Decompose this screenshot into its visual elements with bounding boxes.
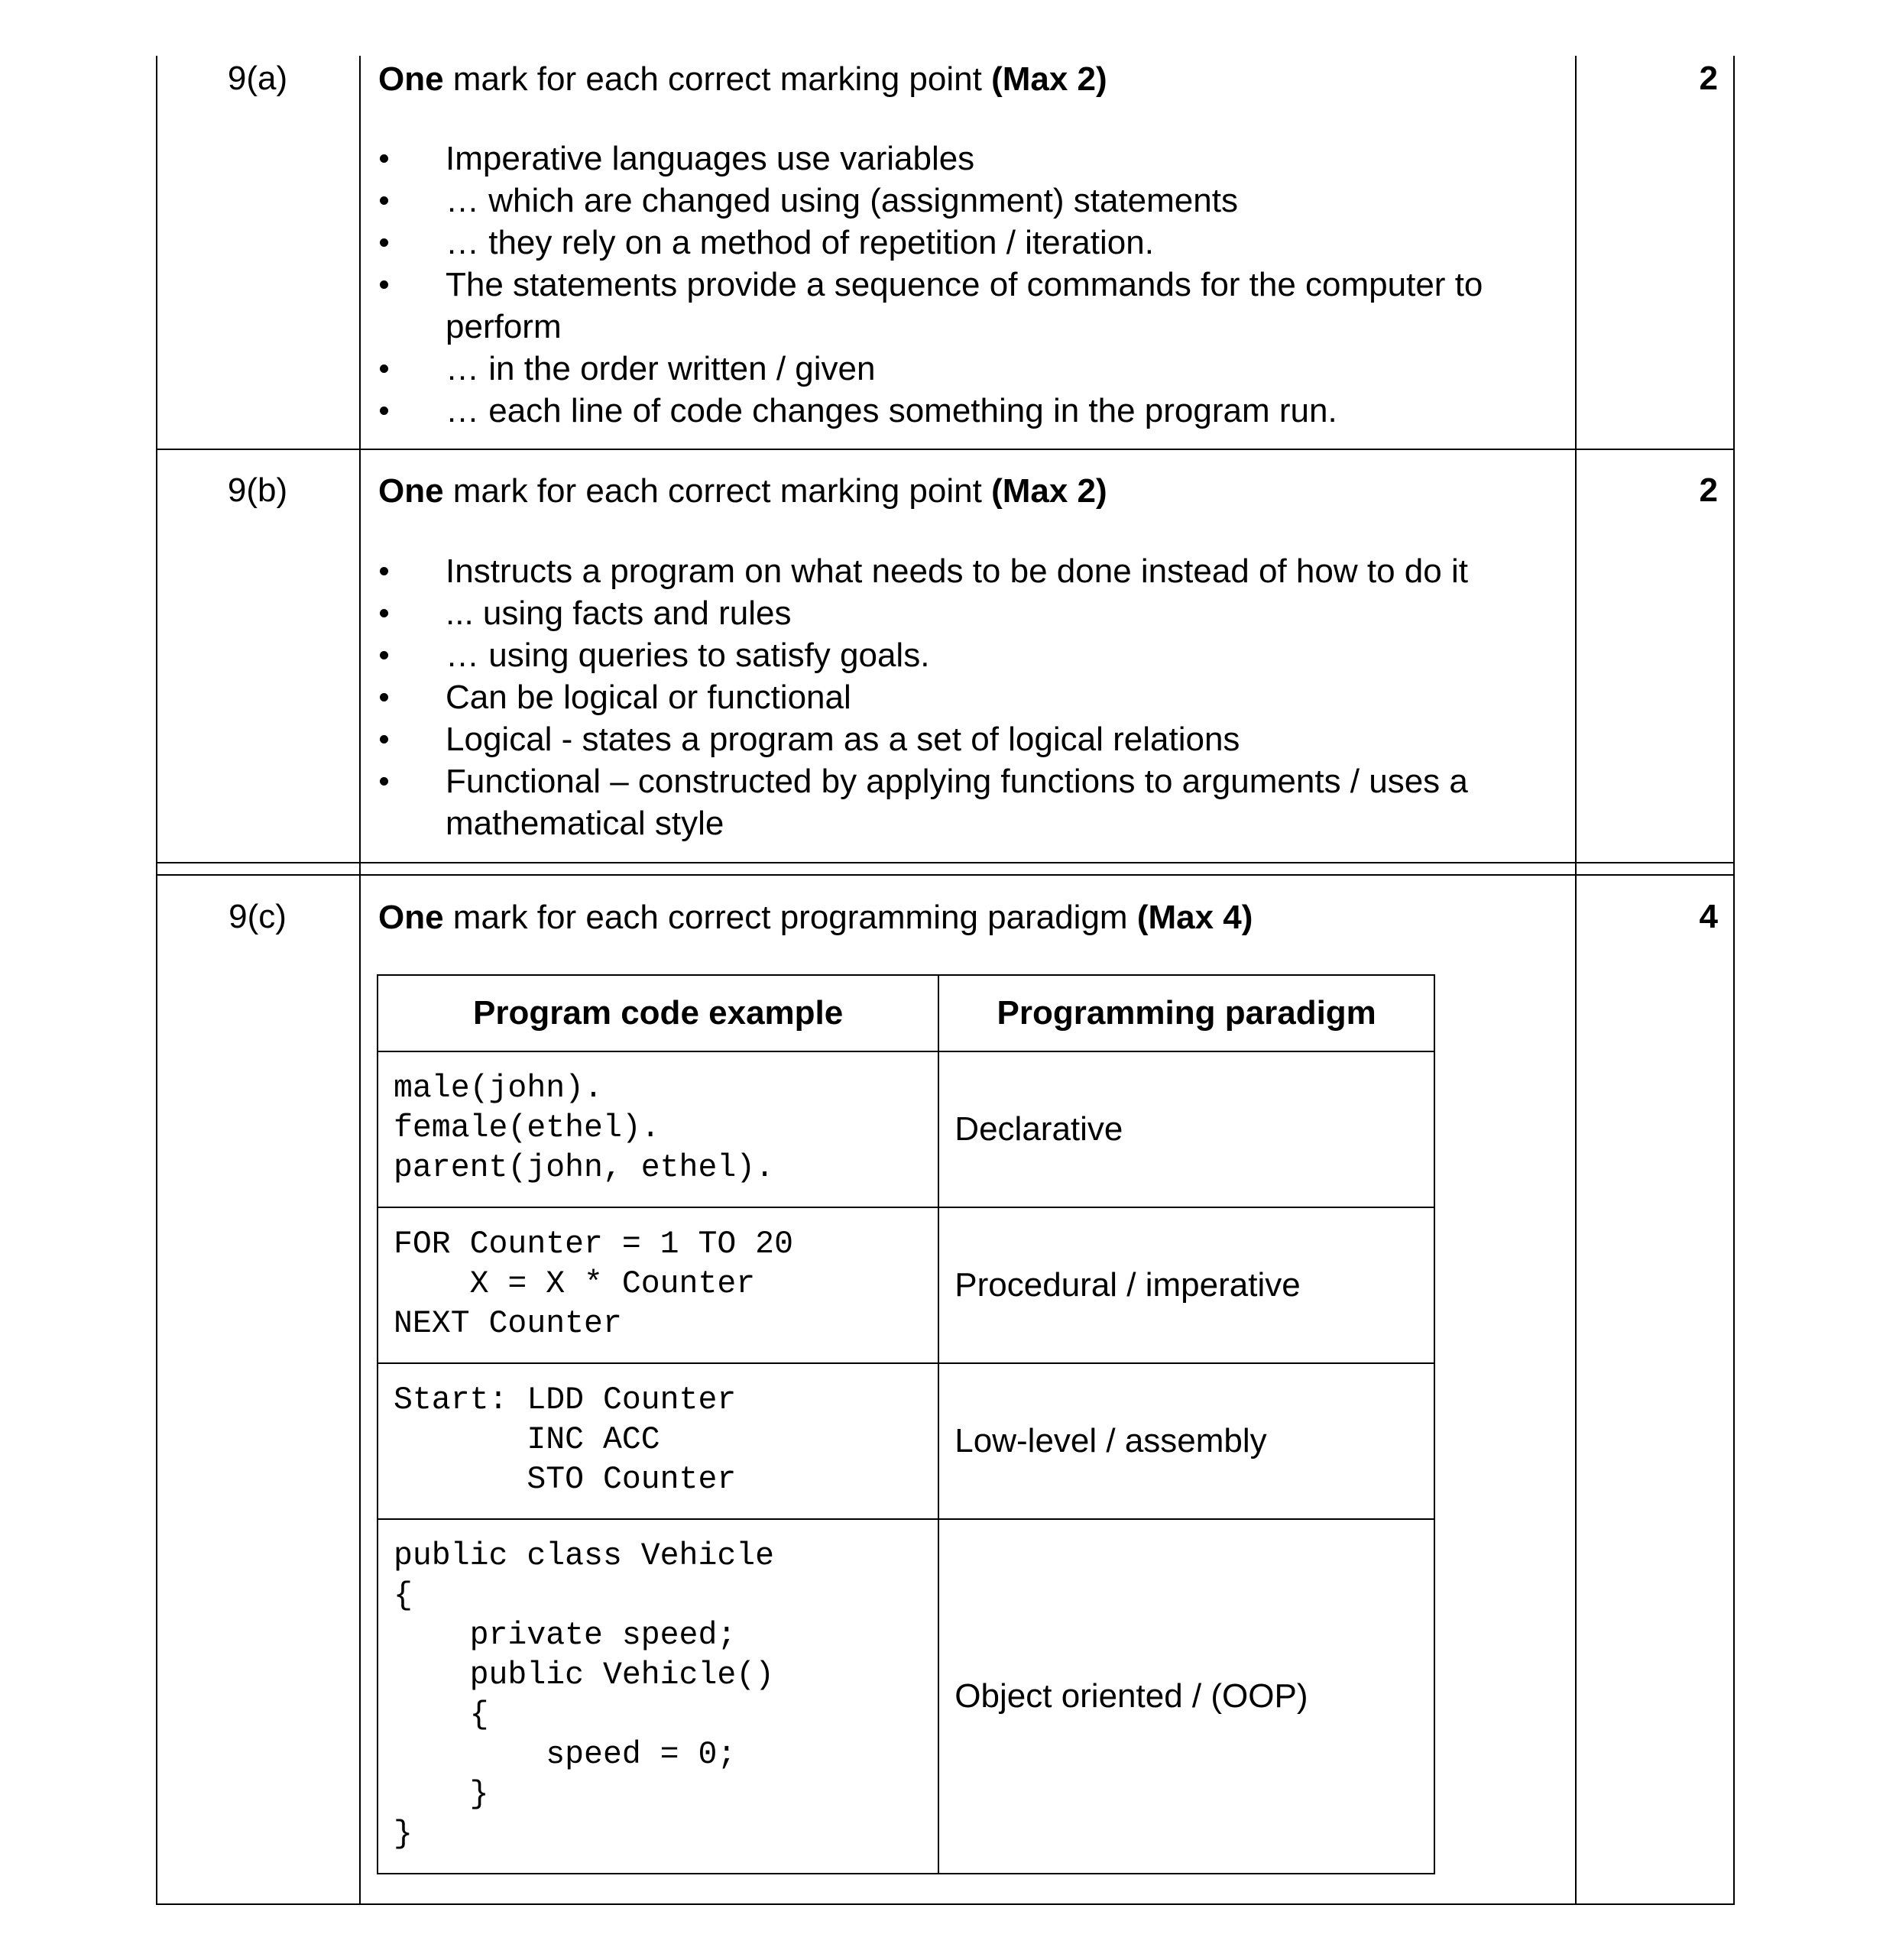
marking-point: … they rely on a method of repetition / iteration. [378, 222, 1563, 264]
guidance-max: (Max 2) [991, 60, 1107, 98]
marking-point: Logical - states a program as a set of logical relations [378, 718, 1563, 760]
marking-point: … which are changed using (assignment) statements [378, 180, 1563, 222]
marking-point: Instructs a program on what needs to be done instead of how to do it [378, 550, 1563, 592]
row-divider-b-c-bottom [156, 874, 1735, 876]
guidance-max: (Max 2) [991, 472, 1107, 510]
header-code-example: Program code example [378, 975, 938, 1051]
code-example-cell: FOR Counter = 1 TO 20 X = X * Counter NEXT Counter [378, 1207, 938, 1363]
table-row [378, 1207, 1434, 1363]
guidance-text: mark for each correct marking point [443, 60, 992, 98]
paradigm-example-table [377, 974, 1435, 1874]
guidance-text: mark for each correct marking point [443, 472, 992, 510]
question-number-9a: 9(a) [227, 60, 288, 97]
question-number-9c: 9(c) [228, 898, 287, 935]
marks-9c: 4 [1699, 898, 1718, 935]
table-row [378, 1051, 1434, 1207]
marking-point: The statements provide a sequence of commands for the computer to perform [378, 264, 1563, 348]
guidance-9c [378, 898, 1253, 938]
table-header-row [378, 975, 1434, 1051]
question-number-9b: 9(b) [227, 471, 288, 509]
frame-col-divider-2 [1575, 56, 1577, 1905]
paradigm-cell: Procedural / imperative [938, 1207, 1434, 1363]
table-row [378, 1363, 1434, 1519]
marking-point: Imperative languages use variables [378, 138, 1563, 180]
code-example-cell: Start: LDD Counter INC ACC STO Counter [378, 1363, 938, 1519]
code-example-cell: male(john). female(ethel). parent(john, ethel). [378, 1051, 938, 1207]
paradigm-cell: Low-level / assembly [938, 1363, 1434, 1519]
guidance-text: mark for each correct programming paradigm [443, 899, 1137, 936]
marking-point: ... using facts and rules [378, 592, 1563, 634]
frame-left-border [156, 56, 157, 1905]
row-divider-a-b [156, 449, 1735, 450]
paradigm-cell: Declarative [938, 1051, 1434, 1207]
guidance-lead: One [378, 899, 444, 936]
marking-point: Functional – constructed by applying functions to arguments / uses a mathematical style [378, 760, 1563, 844]
paradigm-cell: Object oriented / (OOP) [938, 1519, 1434, 1874]
marks-9b: 2 [1699, 471, 1718, 509]
guidance-9b [378, 471, 1107, 512]
code-example-cell: public class Vehicle { private speed; public Vehicle() { speed = 0; } } [378, 1519, 938, 1874]
row-divider-b-c-top [156, 862, 1735, 863]
frame-bottom-border [156, 1903, 1735, 1905]
guidance-lead: One [378, 60, 444, 98]
marking-points-9b [378, 550, 1563, 844]
frame-col-divider-1 [359, 56, 361, 1905]
marking-point: Can be logical or functional [378, 676, 1563, 718]
marking-point: … each line of code changes something in the program run. [378, 390, 1563, 432]
header-paradigm: Programming paradigm [938, 975, 1434, 1051]
guidance-max: (Max 4) [1136, 899, 1253, 936]
marking-points-9a [378, 138, 1563, 432]
marking-point: … in the order written / given [378, 348, 1563, 390]
guidance-lead: One [378, 472, 444, 510]
frame-right-border [1733, 56, 1735, 1905]
marking-point: … using queries to satisfy goals. [378, 634, 1563, 676]
table-row [378, 1519, 1434, 1874]
guidance-9a [378, 60, 1107, 100]
marks-9a: 2 [1699, 60, 1718, 97]
